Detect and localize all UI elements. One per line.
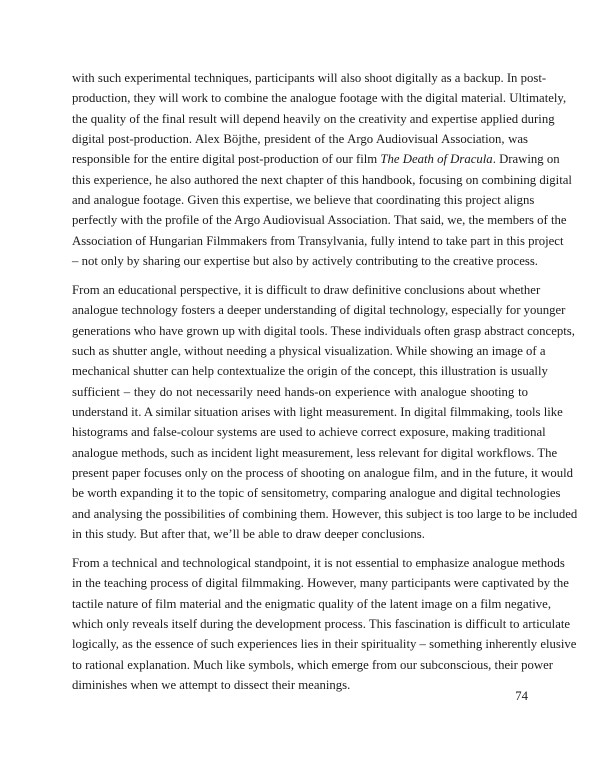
text-line: sufficient – they do not necessarily need hands-on experience with analogue shooting to bbox=[72, 384, 528, 399]
text-line: generations who have grown up with digital tools. These individuals often grasp abstract concepts, bbox=[72, 323, 575, 338]
text-line: – not only by sharing our expertise but also by actively contributing to the creative process. bbox=[72, 254, 538, 269]
text-line: diminishes when we attempt to dissect their meanings. bbox=[72, 678, 351, 693]
paragraph-1 bbox=[72, 68, 572, 271]
text-segment: . Drawing on bbox=[492, 152, 560, 167]
text-line: the quality of the final result will depend heavily on the creativity and expertise applied during bbox=[72, 111, 555, 126]
text-line: and analogue footage. Given this expertise, we believe that coordinating this project aligns bbox=[72, 193, 535, 208]
text-line: digital post-production. Alex Böjthe, president of the Argo Audiovisual Association, was bbox=[72, 132, 528, 147]
text-line: to rational explanation. Much like symbols, which emerge from our subconscious, their power bbox=[72, 657, 553, 672]
paragraph-3 bbox=[72, 553, 577, 695]
text-line: which only reveals itself during the development process. This fascination is difficult to articulate bbox=[72, 617, 571, 632]
text-line: production, they will work to combine the analogue footage with the digital material. Ultimately, bbox=[72, 91, 567, 106]
text-line: tactile nature of film material and the enigmatic quality of the latent image on a film negative, bbox=[72, 596, 552, 611]
text-line: and analysing the possibilities of combining them. However, this subject is too large to be included bbox=[72, 506, 578, 521]
text-line: From an educational perspective, it is difficult to draw definitive conclusions about whether bbox=[72, 283, 541, 298]
text-line bbox=[72, 149, 560, 169]
text-line: with such experimental techniques, participants will also shoot digitally as a backup. In post- bbox=[72, 71, 547, 85]
text-line: this experience, he also authored the next chapter of this handbook, focusing on combining digital bbox=[72, 172, 572, 187]
text-segment: responsible for the entire digital post-production of our film bbox=[72, 152, 381, 167]
paragraph-2 bbox=[72, 280, 578, 544]
text-line: perfectly with the profile of the Argo Audiovisual Association. That said, we, the members of the bbox=[72, 213, 567, 228]
text-line: histograms and false-colour systems are used to achieve correct exposure, making traditional bbox=[72, 425, 546, 440]
text-line: logically, as the essence of such experiences lies in their spirituality – something inherently elusive bbox=[72, 637, 577, 652]
text-line: understand it. A similar situation arises with light measurement. In digital filmmaking, tools like bbox=[72, 405, 563, 420]
text-line: in this study. But after that, we’ll be able to draw deeper conclusions. bbox=[72, 527, 425, 542]
film-title-italic: The Death of Dracula bbox=[380, 152, 493, 167]
page-number: 74 bbox=[515, 689, 528, 703]
body-text bbox=[72, 68, 578, 704]
text-line: be worth expanding it to the topic of sensitometry, comparing analogue and digital technologies bbox=[72, 486, 561, 501]
text-line: present paper focuses only on the process of shooting on analogue film, and in the future, it would bbox=[72, 466, 574, 481]
text-line: analogue technology fosters a deeper understanding of digital technology, especially for younger bbox=[72, 303, 566, 318]
text-line: Association of Hungarian Filmmakers from Transylvania, fully intend to take part in this project bbox=[72, 233, 564, 248]
text-line: in the teaching process of digital filmmaking. However, many participants were captivated by the bbox=[72, 576, 569, 591]
text-line: analogue methods, such as incident light measurement, less relevant for digital workflows. The bbox=[72, 445, 558, 460]
text-line: such as shutter angle, without needing a physical visualization. While showing an image of a bbox=[72, 344, 546, 359]
text-line: mechanical shutter can help contextualize the origin of the concept, this illustration is usually bbox=[72, 364, 548, 379]
text-line: From a technical and technological standpoint, it is not essential to emphasize analogue methods bbox=[72, 556, 565, 571]
